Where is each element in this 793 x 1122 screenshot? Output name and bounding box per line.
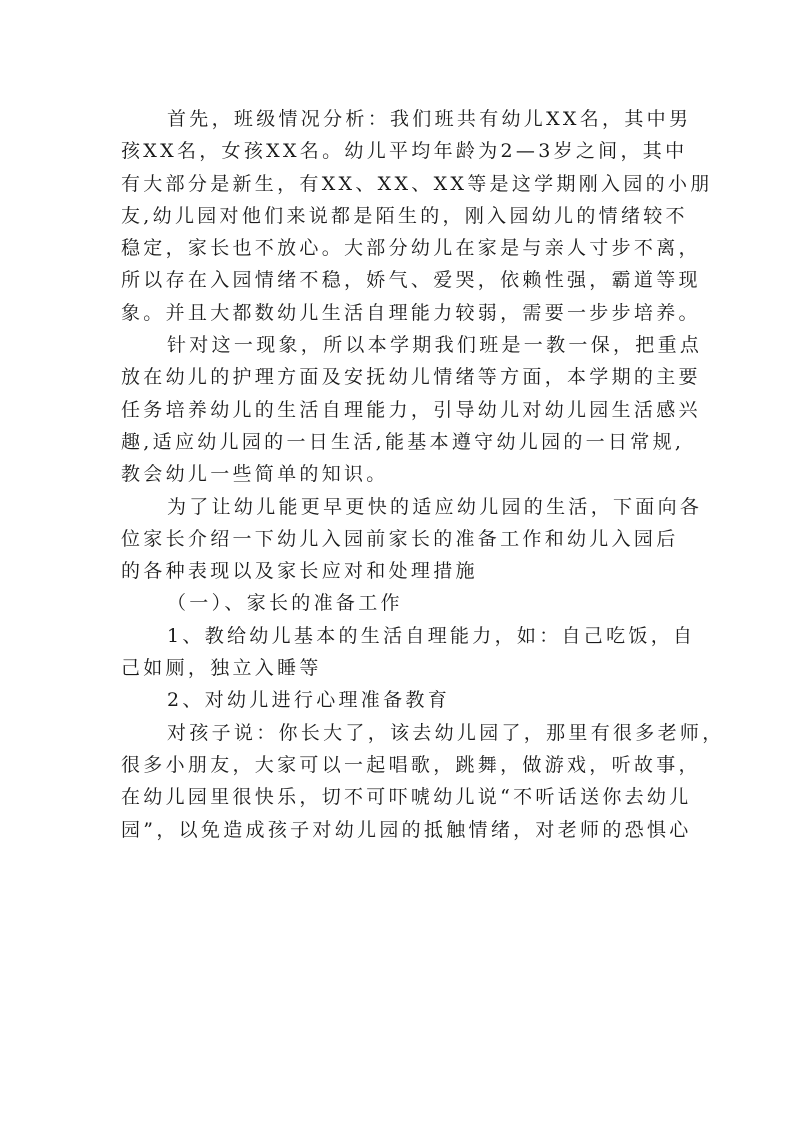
- list-item-line: 己如厕，独立入睡等: [121, 657, 322, 680]
- paragraph-line: 很多小朋友，大家可以一起唱歌，跳舞，做游戏，听故事，: [121, 753, 701, 776]
- paragraph-line: 趣,适应幼儿园的一日生活,能基本遵守幼儿园的一日常规,: [121, 430, 685, 453]
- paragraph-line: 孩XX名，女孩XX名。幼儿平均年龄为2—3岁之间，其中: [121, 140, 688, 163]
- paragraph-line: 友,幼儿园对他们来说都是陌生的，刚入园幼儿的情绪较不: [121, 204, 688, 227]
- paragraph-line: 针对这一现象，所以本学期我们班是一教一保，把重点: [167, 334, 703, 357]
- paragraph-line: 为了让幼儿能更早更快的适应幼儿园的生活，下面向各: [167, 495, 703, 518]
- paragraph-line: 任务培养幼儿的生活自理能力，引导幼儿对幼儿园生活感兴: [121, 398, 701, 421]
- section-heading: （一）、家长的准备工作: [167, 592, 403, 615]
- paragraph-line: 放在幼儿的护理方面及安抚幼儿情绪等方面，本学期的主要: [121, 366, 701, 389]
- paragraph-line: 教会幼儿一些简单的知识。: [121, 463, 389, 486]
- paragraph-line: 在幼儿园里很快乐，切不可吓唬幼儿说“不听话送你去幼儿: [121, 786, 692, 809]
- paragraph-line: 稳定，家长也不放心。大部分幼儿在家是与亲人寸步不离，: [121, 237, 701, 260]
- list-item-line: 2、对幼儿进行心理准备教育: [167, 689, 450, 712]
- list-item-line: 1、教给幼儿基本的生活自理能力，如：自己吃饭，自: [167, 624, 696, 647]
- document-page: [121, 103, 725, 846]
- paragraph-line: 象。并且大都数幼儿生活自理能力较弱，需要一步步培养。: [121, 301, 701, 324]
- paragraph-line: 所以存在入园情绪不稳，娇气、爱哭，依赖性强，霸道等现: [121, 269, 701, 292]
- paragraph-line: 的各种表现以及家长应对和处理措施: [121, 560, 478, 583]
- paragraph-line: 首先，班级情况分析：我们班共有幼儿XX名，其中男: [167, 108, 692, 130]
- paragraph-line: 对孩子说：你长大了，该去幼儿园了，那里有很多老师，: [167, 721, 725, 744]
- paragraph-line: 园”，以免造成孩子对幼儿园的抵触情绪，对老师的恐惧心: [121, 818, 692, 841]
- paragraph-line: 位家长介绍一下幼儿入园前家长的准备工作和幼儿入园后: [121, 527, 679, 550]
- paragraph-line: 有大部分是新生，有XX、XX、XX等是这学期刚入园的小朋: [121, 172, 713, 195]
